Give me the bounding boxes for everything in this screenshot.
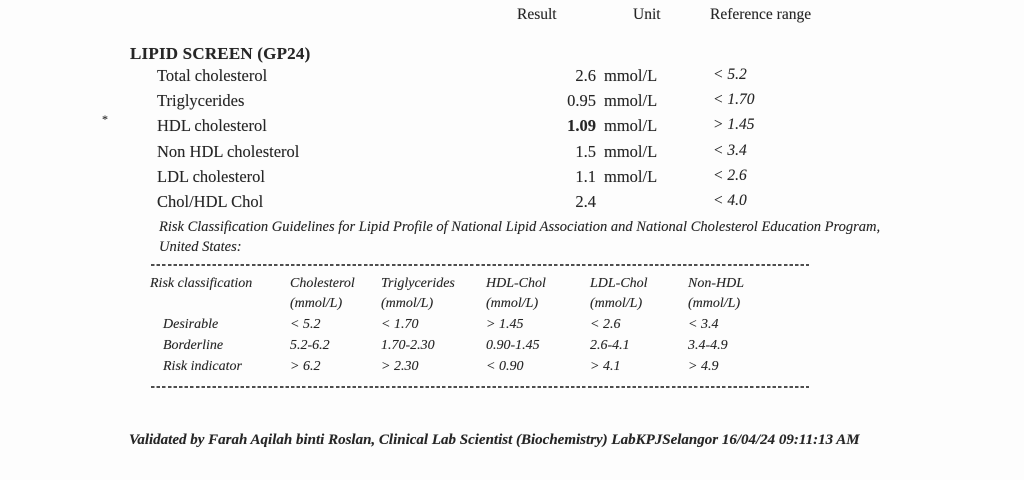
row-label-total-cholesterol: Total cholesterol (157, 66, 268, 85)
row-label-non-hdl-cholesterol: Non HDL cholesterol (157, 142, 300, 161)
risk-col-header-unit: (mmol/L) (290, 296, 343, 311)
risk-guidelines-note (159, 217, 880, 257)
row-result-non-hdl-cholesterol: 1.5 (575, 142, 596, 161)
column-header-unit: Unit (633, 6, 661, 23)
row-unit-ldl-cholesterol: mmol/L (604, 167, 658, 186)
dashed-divider-bottom (151, 386, 809, 388)
risk-col-header: Risk classification (150, 276, 253, 291)
row-unit-triglycerides: mmol/L (604, 91, 658, 110)
risk-row-label: Desirable (163, 317, 219, 332)
row-result-total-cholesterol: 2.6 (575, 66, 596, 85)
risk-col-header: Cholesterol (290, 276, 355, 291)
risk-cell: > 2.30 (381, 359, 419, 374)
validation-signature-line: Validated by Farah Aqilah binti Roslan, Clinical Lab Scientist (Biochemistry) LabKPJSelangor 16/04/24 09:11:13 AM (129, 432, 860, 448)
risk-col-header-unit: (mmol/L) (381, 296, 434, 311)
column-header-reference-range: Reference range (710, 6, 812, 23)
risk-classification-table (150, 276, 815, 380)
risk-cell: < 1.70 (381, 317, 419, 332)
risk-col-header: Non-HDL (688, 276, 745, 291)
section-title-lipid-screen: LIPID SCREEN (GP24) (130, 44, 311, 63)
row-label-hdl-cholesterol: HDL cholesterol (157, 116, 267, 135)
risk-col-header-unit: (mmol/L) (590, 296, 643, 311)
row-unit-total-cholesterol: mmol/L (604, 66, 658, 85)
row-result-triglycerides: 0.95 (567, 91, 596, 110)
dashed-divider-top (151, 264, 809, 266)
row-unit-non-hdl-cholesterol: mmol/L (604, 142, 658, 161)
row-reference-chol-hdl-ratio: < 4.0 (713, 192, 747, 209)
row-reference-hdl-cholesterol: > 1.45 (713, 116, 755, 133)
risk-guidelines-note-line2: United States: (159, 239, 242, 255)
row-unit-hdl-cholesterol: mmol/L (604, 116, 658, 135)
risk-cell: 5.2-6.2 (290, 338, 330, 353)
risk-guidelines-note-line1: Risk Classification Guidelines for Lipid Profile of National Lipid Association and National Cholesterol Education Program, (159, 219, 881, 235)
row-reference-non-hdl-cholesterol: < 3.4 (713, 142, 747, 159)
risk-cell: < 3.4 (688, 317, 719, 332)
risk-cell: 3.4-4.9 (688, 338, 728, 353)
row-result-hdl-cholesterol: 1.09 (567, 116, 596, 135)
risk-cell: > 1.45 (486, 317, 524, 332)
column-header-result: Result (517, 6, 557, 23)
row-result-ldl-cholesterol: 1.1 (575, 167, 596, 186)
risk-col-header: Triglycerides (381, 276, 455, 291)
row-reference-total-cholesterol: < 5.2 (713, 66, 747, 83)
risk-col-header: HDL-Chol (486, 276, 546, 291)
row-reference-ldl-cholesterol: < 2.6 (713, 167, 747, 184)
risk-col-header: LDL-Chol (590, 276, 648, 291)
risk-cell: < 0.90 (486, 359, 524, 374)
risk-col-header-unit: (mmol/L) (486, 296, 539, 311)
row-label-ldl-cholesterol: LDL cholesterol (157, 167, 265, 186)
abnormal-flag-asterisk: * (102, 112, 108, 126)
risk-cell: 0.90-1.45 (486, 338, 540, 353)
row-reference-triglycerides: < 1.70 (713, 91, 755, 108)
risk-cell: > 6.2 (290, 359, 321, 374)
risk-cell: 2.6-4.1 (590, 338, 630, 353)
risk-row-label: Borderline (163, 338, 224, 353)
risk-row-label: Risk indicator (163, 359, 242, 374)
risk-cell: > 4.1 (590, 359, 621, 374)
risk-cell: < 5.2 (290, 317, 321, 332)
row-result-chol-hdl-ratio: 2.4 (575, 192, 596, 211)
row-label-chol-hdl-ratio: Chol/HDL Chol (157, 192, 264, 211)
row-label-triglycerides: Triglycerides (157, 91, 245, 110)
risk-cell: 1.70-2.30 (381, 338, 435, 353)
risk-col-header-unit: (mmol/L) (688, 296, 741, 311)
risk-cell: < 2.6 (590, 317, 621, 332)
risk-cell: > 4.9 (688, 359, 719, 374)
